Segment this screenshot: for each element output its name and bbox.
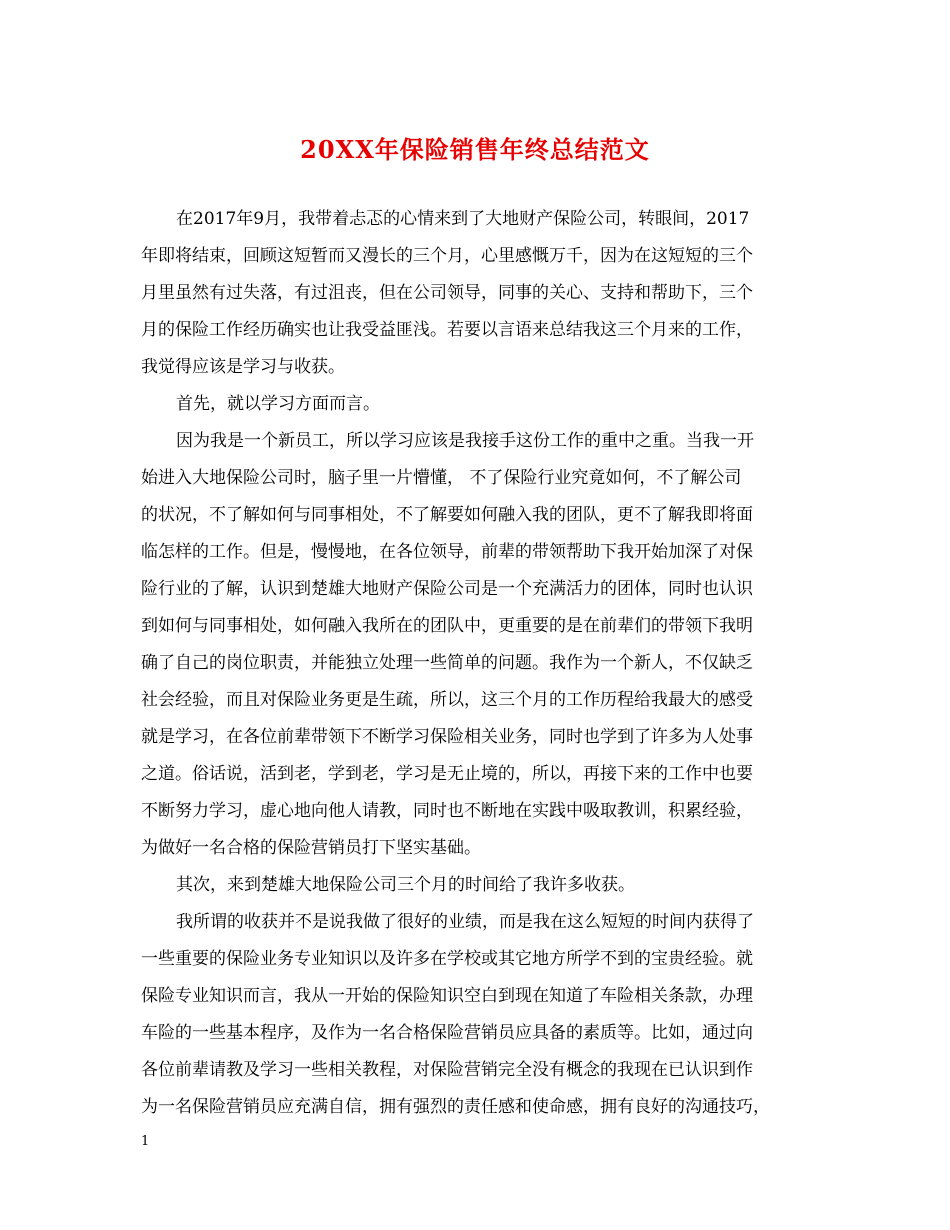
body-line: 确了自己的岗位职责，并能独立处理一些简单的问题。我作为一个新人，不仅缺乏 xyxy=(141,653,753,673)
body-line: 始进入大地保险公司时，脑子里一片懵懂， 不了保险行业究竟如何，不了解公司 xyxy=(141,468,742,488)
body-line: 为做好一名合格的保险营销员打下坚实基础。 xyxy=(141,838,481,858)
body-line: 不断努力学习，虚心地向他人请教，同时也不断地在实践中吸取教训，积累经验， xyxy=(141,801,753,821)
body-line: 临怎样的工作。但是，慢慢地，在各位领导，前辈的带领帮助下我开始加深了对保 xyxy=(141,542,753,562)
body-line: 在2017年9月，我带着忐忑的心情来到了大地财产保险公司，转眼间，2017 xyxy=(176,209,750,229)
body-line: 的状况，不了解如何与同事相处，不了解要如何融入我的团队，更不了解我即将面 xyxy=(141,505,753,525)
body-line: 就是学习，在各位前辈带领下不断学习保险相关业务，同时也学到了许多为人处事 xyxy=(141,727,753,747)
body-line: 险行业的了解，认识到楚雄大地财产保险公司是一个充满活力的团体，同时也认识 xyxy=(141,579,753,599)
body-line: 其次，来到楚雄大地保险公司三个月的时间给了我许多收获。 xyxy=(176,875,635,895)
body-line: 首先，就以学习方面而言。 xyxy=(176,394,380,414)
body-line: 月里虽然有过失落，有过沮丧，但在公司领导，同事的关心、支持和帮助下，三个 xyxy=(141,283,753,303)
body-line: 因为我是一个新员工，所以学习应该是我接手这份工作的重中之重。当我一开 xyxy=(176,431,754,451)
body-line: 我所谓的收获并不是说我做了很好的业绩，而是我在这么短短的时间内获得了 xyxy=(176,912,754,932)
body-line: 年即将结束，回顾这短暂而又漫长的三个月，心里感慨万千，因为在这短短的三个 xyxy=(141,246,753,266)
body-line: 之道。俗话说，活到老，学到老，学习是无止境的，所以，再接下来的工作中也要 xyxy=(141,764,753,784)
document-title: 20XX年保险销售年终总结范文 xyxy=(300,135,650,164)
body-line: 保险专业知识而言，我从一开始的保险知识空白到现在知道了车险相关条款，办理 xyxy=(141,986,753,1006)
body-line: 社会经验，而且对保险业务更是生疏，所以，这三个月的工作历程给我最大的感受 xyxy=(141,690,753,710)
body-line: 为一名保险营销员应充满自信，拥有强烈的责任感和使命感，拥有良好的沟通技巧， xyxy=(141,1097,770,1117)
body-line: 一些重要的保险业务专业知识以及许多在学校或其它地方所学不到的宝贵经验。就 xyxy=(141,949,753,969)
body-line: 各位前辈请教及学习一些相关教程，对保险营销完全没有概念的我现在已认识到作 xyxy=(141,1060,753,1080)
body-line: 月的保险工作经历确实也让我受益匪浅。若要以言语来总结我这三个月来的工作， xyxy=(141,320,753,340)
body-line: 到如何与同事相处，如何融入我所在的团队中，更重要的是在前辈们的带领下我明 xyxy=(141,616,753,636)
body-line: 车险的一些基本程序，及作为一名合格保险营销员应具备的素质等。比如，通过向 xyxy=(141,1023,753,1043)
body-line: 我觉得应该是学习与收获。 xyxy=(141,357,345,377)
page-number: 1 xyxy=(141,1134,150,1149)
